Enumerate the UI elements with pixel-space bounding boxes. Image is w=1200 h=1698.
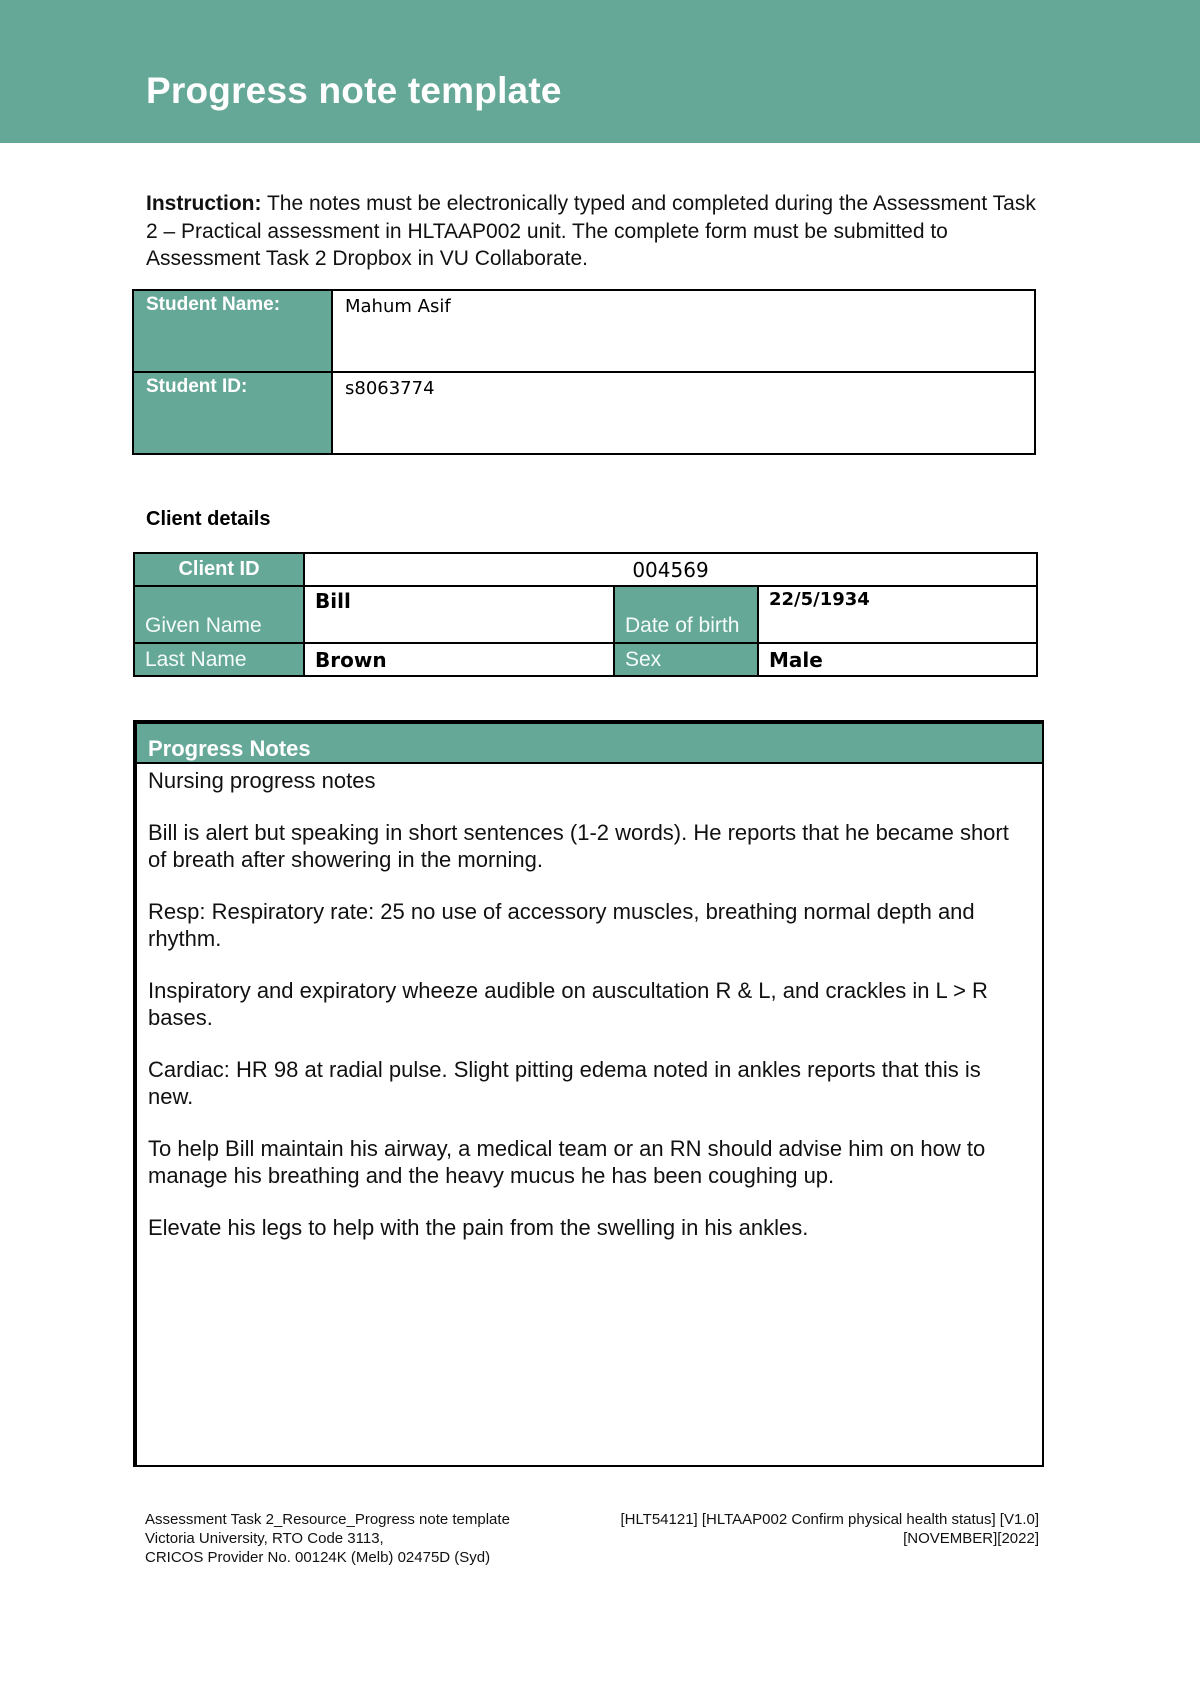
student-name-field[interactable]: Mahum Asif <box>332 290 1035 372</box>
footer-cricos: CRICOS Provider No. 00124K (Melb) 02475D (Syd) <box>145 1549 491 1566</box>
instruction-text <box>146 190 1046 273</box>
student-name-row <box>133 290 1035 372</box>
sex-label: Sex <box>614 643 758 676</box>
student-name-label: Student Name: <box>133 290 332 372</box>
client-id-label <box>134 553 304 586</box>
student-id-field[interactable]: s8063774 <box>332 372 1035 454</box>
footer-right <box>620 1510 1039 1548</box>
notes-paragraph: To help Bill maintain his airway, a medical team or an RN should advise him on how to manage his breathing and the heavy mucus he has been coughing up. <box>148 1135 986 1188</box>
notes-paragraph: Inspiratory and expiratory wheeze audible on auscultation R & L, and crackles in L > R bases. <box>148 977 988 1030</box>
student-table <box>132 289 1036 455</box>
client-details-heading: Client details <box>146 508 271 530</box>
given-name-field[interactable]: Bill <box>304 586 614 643</box>
notes-paragraph: Resp: Respiratory rate: 25 no use of accessory muscles, breathing normal depth and rhythm. <box>148 898 975 951</box>
student-id-label: Student ID: <box>133 372 332 454</box>
page-title: Progress note template <box>146 70 562 111</box>
sex-field[interactable]: Male <box>758 643 1037 676</box>
student-id-row <box>133 372 1035 454</box>
given-name-label: Given Name <box>134 586 304 643</box>
notes-paragraph: Bill is alert but speaking in short sentences (1-2 words). He reports that he became short of breath after showering in the morning. <box>148 819 1009 872</box>
progress-notes-body[interactable] <box>137 764 1042 1241</box>
header-band <box>0 0 1200 143</box>
progress-notes-box <box>133 720 1044 1467</box>
client-id-label-text: Client ID <box>178 558 260 580</box>
given-name-row <box>134 586 1037 643</box>
instruction-body: The notes must be electronically typed and completed during the Assessment Task 2 – Practical assessment in HLTAAP002 unit. The complete form must be submitted to Assessment Task 2 Dropbox in VU Collaborate. <box>146 192 1036 270</box>
progress-notes-title: Progress Notes <box>137 724 1042 764</box>
footer-date: [NOVEMBER][2022] <box>903 1530 1039 1547</box>
footer-unit: [HLT54121] [HLTAAP002 Confirm physical health status] [V1.0] <box>620 1511 1039 1528</box>
footer-doc-name: Assessment Task 2_Resource_Progress note template <box>145 1511 510 1528</box>
last-name-label: Last Name <box>134 643 304 676</box>
notes-paragraph: Nursing progress notes <box>148 768 376 793</box>
last-name-row <box>134 643 1037 676</box>
footer-rto: Victoria University, RTO Code 3113, <box>145 1530 384 1547</box>
last-name-field[interactable]: Brown <box>304 643 614 676</box>
client-id-field[interactable]: 004569 <box>304 553 1037 586</box>
instruction-label: Instruction: <box>146 192 262 215</box>
client-id-row <box>134 553 1037 586</box>
dob-label: Date of birth <box>614 586 758 643</box>
notes-paragraph: Elevate his legs to help with the pain from the swelling in his ankles. <box>148 1214 809 1240</box>
notes-paragraph: Cardiac: HR 98 at radial pulse. Slight pitting edema noted in ankles reports that this is new. <box>148 1056 981 1109</box>
dob-field[interactable]: 22/5/1934 <box>758 586 1037 643</box>
footer-left <box>145 1510 510 1567</box>
client-details-table <box>133 552 1038 677</box>
